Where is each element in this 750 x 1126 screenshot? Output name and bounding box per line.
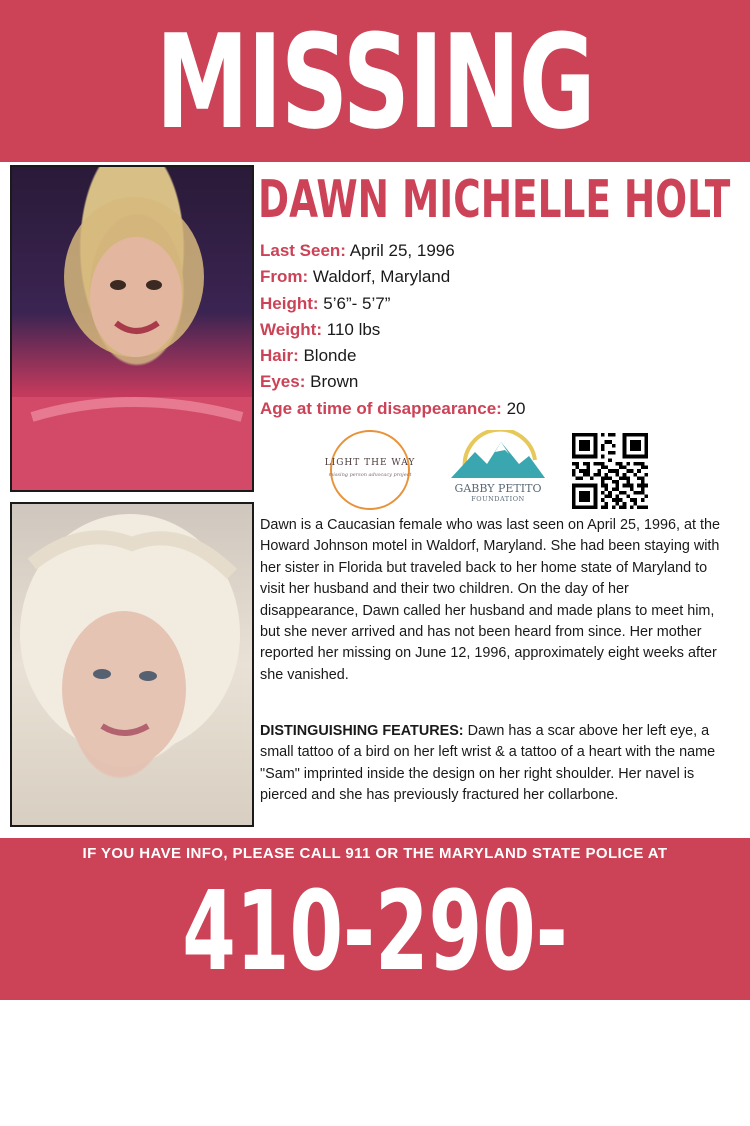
qr-code-icon bbox=[572, 433, 648, 509]
fact-weight: Weight: 110 lbs bbox=[260, 319, 381, 339]
qr-code-graphic bbox=[572, 433, 648, 509]
call-instructions: IF YOU HAVE INFO, PLEASE CALL 911 OR THE MARYLAND STATE POLICE AT bbox=[82, 845, 668, 862]
fact-height: Height: 5’6”- 5’7” bbox=[260, 293, 391, 313]
photo-recent-illustration bbox=[12, 167, 252, 490]
distinguishing-features-text: Dawn has a scar above her left eye, a small tattoo of a bird on her left wrist & a tattoo of a heart with the name "Sam" imprinted inside the design on her right shoulder. Her navel is pierced and she has previously fractured her collarbone. bbox=[260, 723, 716, 804]
page-title: MISSING bbox=[155, 6, 595, 158]
fact-from: From: Waldorf, Maryland bbox=[260, 267, 451, 287]
distinguishing-features bbox=[260, 721, 730, 807]
fact-hair: Hair: Blonde bbox=[260, 346, 357, 366]
gabby-petito-foundation-logo: GABBY PETITO FOUNDATION bbox=[443, 430, 553, 510]
case-description: Dawn is a Caucasian female who was last seen on April 25, 1996, at the Howard Johnson motel in Waldorf, Maryland. She had been staying with her sister in Florida but traveled back to her home state of Maryland to visit her husband and their two children. On the day of her disappearance, Dawn called her husband and made plans to meet him, but she never arrived and has not been heard from since. Her mother reported her missing on June 12, 1996, approximately eight weeks after she vanished. bbox=[260, 517, 720, 683]
light-the-way-ring-icon bbox=[330, 430, 410, 510]
distinguishing-features-label: DISTINGUISHING FEATURES: bbox=[260, 723, 464, 739]
phone-number: 410-290-0050 bbox=[182, 867, 568, 1125]
photo-age-progression-illustration bbox=[12, 504, 252, 825]
fact-age: Age at time of disappearance: 20 bbox=[260, 398, 526, 418]
header-banner bbox=[0, 0, 750, 162]
light-the-way-logo: LIGHT THE WAY missing person advocacy project bbox=[330, 430, 410, 510]
photo-recent bbox=[10, 165, 254, 492]
footer-banner bbox=[0, 838, 750, 1125]
mountain-sun-icon bbox=[443, 430, 553, 482]
photo-age-progression bbox=[10, 502, 254, 827]
person-name: DAWN MICHELLE HOLT bbox=[258, 170, 731, 230]
fact-last-seen: Last Seen: April 25, 1996 bbox=[260, 241, 455, 260]
facts-list bbox=[260, 238, 740, 422]
fact-eyes: Eyes: Brown bbox=[260, 372, 359, 392]
